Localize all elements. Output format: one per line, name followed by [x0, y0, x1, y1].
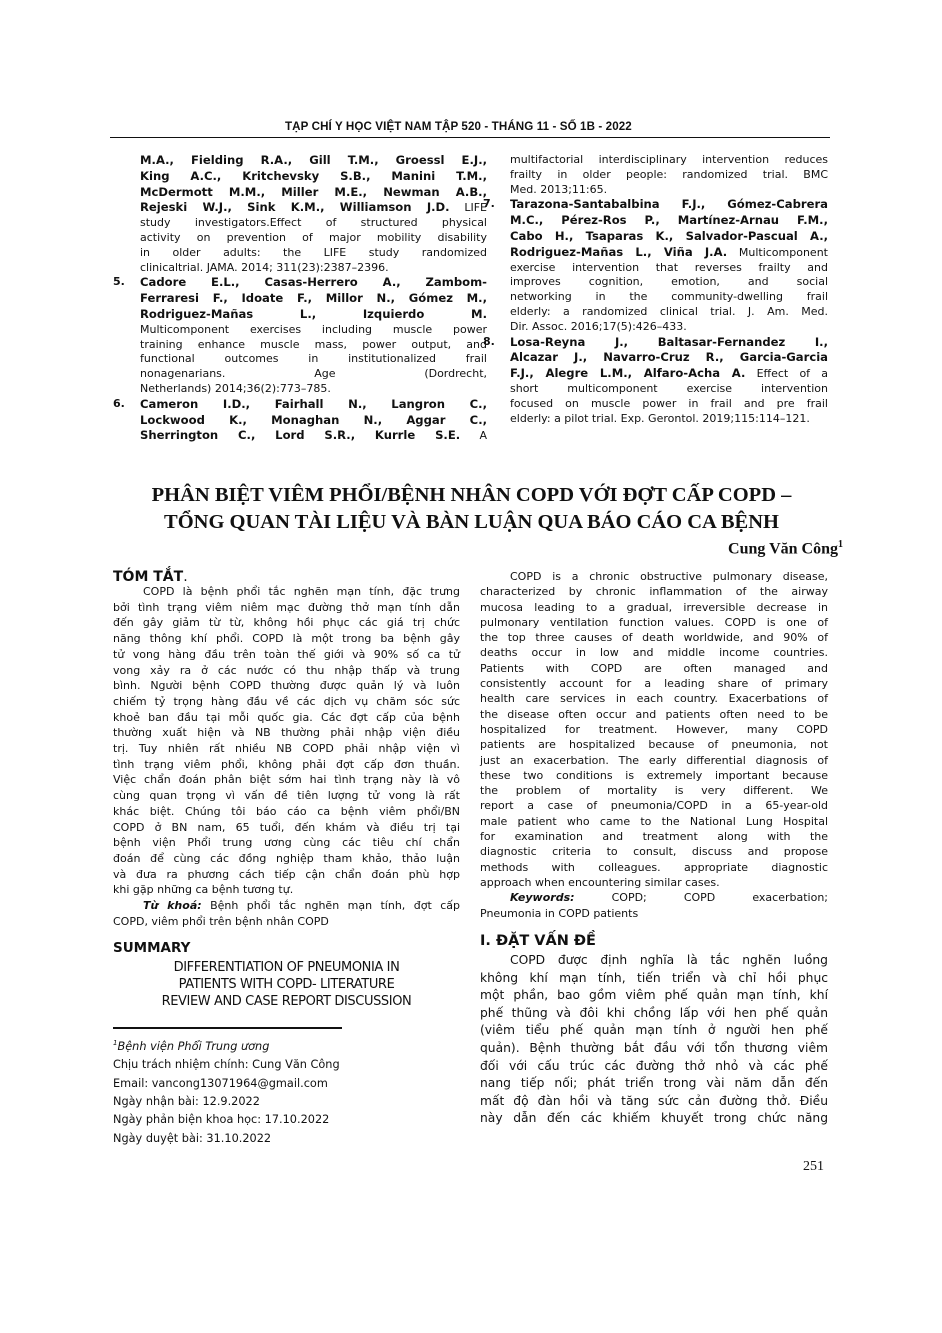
author-list: King A.C., Kritchevsky S.B., Manini T.M., [140, 168, 487, 183]
text-line: clinicaltrial. JAMA. 2014; 311(23):2387–2396. [140, 260, 389, 274]
text-line: diagnostic criteria to consult, discuss and propose [480, 845, 828, 859]
author-list: Rejeski W.J., Sink K.M., Williamson J.D. [140, 200, 450, 215]
text-line: approach when encountering similar cases. [480, 875, 720, 889]
reference-number: 5. [113, 275, 125, 289]
text-line: characterized by chronic inflammation of the airway [480, 585, 828, 599]
text-line: the top three causes of death worldwide, and 90% of [480, 631, 828, 645]
text-line: Netherlands) 2014;36(2):773–785. [140, 381, 331, 395]
author-list: Cabo H., Tsaparas K., Salvador-Pascual A., [510, 228, 828, 243]
paragraph [480, 569, 828, 890]
author-affiliation-mark: 1 [838, 539, 843, 550]
summary-title-line: DIFFERENTIATION OF PNEUMONIA IN [173, 960, 400, 975]
text-line [140, 169, 487, 185]
text-line: nang tiếp nối; phát triển trong vài năm dẫn đến [480, 1076, 828, 1091]
text-line: bình. Người bệnh COPD thường được quản lý và luôn [113, 679, 460, 693]
summary-title [113, 959, 460, 1010]
affiliation-text: Bệnh viện Phổi Trung ương [117, 1039, 270, 1053]
text-line [140, 291, 487, 307]
text-line: patients are hospitalized because of pneumonia, not [480, 738, 828, 752]
abstract-en [480, 569, 828, 921]
text-line: multifactorial interdisciplinary intervention reduces [510, 153, 828, 166]
author-list: Alcazar J., Navarro-Cruz R., Garcia-Garcia [510, 350, 828, 365]
abstract-vi [113, 584, 460, 929]
reference-item [510, 153, 828, 197]
paragraph [113, 584, 460, 898]
text-line [510, 197, 828, 213]
text-line: F.J., Alegre L.M., Alfaro-Acha A. Effect of a [510, 366, 828, 381]
reference-number: 7. [483, 197, 495, 211]
text-line: trị. Tuy nhiên rất nhiều NB COPD phải nhập viện vì [113, 742, 460, 756]
text-line: tử vong hàng đầu trên toàn thế giới và 90% số ca tử [113, 647, 460, 661]
text-line [140, 275, 487, 291]
text-line [510, 213, 828, 229]
text-line: frailty in older people: randomized trial. BMC [510, 167, 828, 181]
text-line: Med. 2013;11:65. [510, 182, 608, 196]
paragraph [113, 898, 460, 929]
text-line: đến gây giảm từ từ, không hồi phục các giá trị chức [113, 616, 460, 630]
heading-dot: . [183, 569, 188, 585]
text-line: elderly: a randomized clinical trial. J. Am. Med. [510, 304, 828, 318]
text-line: the problem of mortality is very different. We [480, 784, 828, 798]
text-line [510, 350, 828, 366]
text-line [510, 229, 828, 245]
text-line: Multicomponent exercises including muscle power [140, 322, 487, 336]
title-line: TỔNG QUAN TÀI LIỆU VÀ BÀN LUẬN QUA BÁO CÁO CA BỆNH [164, 511, 779, 533]
text-line: Việc chẩn đoán phân biệt sớm hai tình trạng này là vô [113, 773, 460, 787]
author-list: Cadore E.L., Casas-Herrero A., Zambom- [140, 275, 487, 290]
author-list: Sherrington C., Lord S.R., Kurrle S.E. [140, 428, 461, 443]
reference-item [113, 396, 487, 444]
text-line: một phần, bao gồm viêm phế quản mạn tính, khí [480, 988, 828, 1003]
section-heading: I. ĐẶT VẤN ĐỀ [480, 933, 596, 949]
text-line: Pneumonia in COPD patients [480, 906, 639, 920]
title-line: PHÂN BIỆT VIÊM PHỔI/BỆNH NHÂN COPD VỚI ĐỢT CẤP COPD – [151, 484, 792, 506]
text-line: Dir. Assoc. 2016;17(5):426–433. [510, 319, 687, 333]
author-list: Tarazona-Santabalbina F.J., Gómez-Cabrera [510, 197, 828, 212]
text-line: đối với cấu trúc các đường thở nhỏ và các phế [480, 1058, 828, 1073]
reference-item [140, 153, 487, 275]
text-line: COPD is a chronic obstructive pulmonary disease, [510, 570, 828, 583]
text-line: bệnh viện Phổi trung ương cùng các tiêu chí chẩn [113, 836, 460, 850]
footnote-email[interactable]: Email: vancong13071964@gmail.com [113, 1076, 328, 1090]
text-line: focused on muscle power in frail and pre frail [510, 396, 828, 410]
text-line: methods with colleagues. appropriate diagnostic [480, 860, 828, 874]
author-list: Lockwood K., Monaghan N., Aggar C., [140, 412, 487, 427]
text-line: improves cognition, emotion, and social [510, 275, 828, 289]
text-line: hospitalized for treatment. However, many COPD [480, 722, 828, 736]
text-line: (viêm tiểu phế quản mạn tính ở người hen phế [480, 1023, 828, 1038]
text-line: đoán để cùng các đồng nghiệp tham khảo, thảo luận [113, 851, 460, 865]
text-line: report a case of pneumonia/COPD in a 65-year-old [480, 799, 828, 813]
text-line: vong xảy ra ở các nước có thu nhập thấp và trung [113, 663, 460, 677]
summary-heading: SUMMARY [113, 940, 191, 956]
references-right-column [483, 153, 828, 426]
abstract-vi-heading-text: TÓM TẮT [113, 569, 184, 585]
text-line: Rejeski W.J., Sink K.M., Williamson J.D. LIFE [140, 200, 487, 215]
references-left-column [113, 153, 487, 444]
text-line: training enhance muscle mass, power output, and [140, 337, 487, 351]
text-line: quản). Bệnh thường bắt đầu với tổn thương viêm [480, 1040, 828, 1055]
text-line: Sherrington C., Lord S.R., Kurrle S.E. A [140, 428, 487, 443]
affiliation-mark: 1 [113, 1039, 118, 1047]
text-line: tình trạng viêm phổi, không phải đợt cấp đơn thuần. [113, 757, 460, 771]
footnote-corresponding: Chịu trách nhiệm chính: Cung Văn Công [113, 1058, 340, 1072]
text-line: Keywords: COPD; COPD exacerbation; [510, 891, 828, 905]
text-line: pulmonary ventilation function values. COPD is one of [480, 615, 828, 629]
author-list: Cameron I.D., Fairhall N., Langron C., [140, 396, 487, 411]
reference-item [113, 275, 487, 396]
footnote-reviewed: Ngày phản biện khoa học: 17.10.2022 [113, 1113, 330, 1127]
author-list: M.A., Fielding R.A., Gill T.M., Groessl E.J., [140, 153, 487, 167]
text-line: cùng quan trọng vì vấn đề tiên lượng tử vong là rất [113, 789, 460, 803]
text-line: health care services in each country. Exacerbations of [480, 692, 828, 706]
author-list: M.C., Pérez-Ros P., Martínez-Arnau F.M., [510, 213, 828, 228]
text-line [140, 307, 487, 323]
text-line: activity on prevention of major mobility disability [140, 230, 487, 244]
text-line: the disease often occur and patients often need to be [480, 707, 828, 721]
author [728, 539, 843, 558]
text-line: mucosa leading to a gradual, irreversible decrease in [480, 600, 828, 614]
text-line: male patient who came to the National Lung Hospital [480, 814, 828, 828]
author-name: Cung Văn Công [728, 540, 838, 558]
page-number: 251 [803, 1159, 824, 1174]
text-line: năng thông khí phổi. COPD là một trong ba bệnh gây [113, 632, 460, 646]
text-line: khoẻ ban đầu tại mỗi quốc gia. Các đợt cấp của bệnh [113, 710, 460, 724]
reference-item [483, 197, 828, 334]
text-line: này dẫn đến các khiếm khuyết trong chức năng [480, 1111, 828, 1126]
author-list: F.J., Alegre L.M., Alfaro-Acha A. [510, 366, 746, 381]
author-list: Ferraresi F., Idoate F., Millor N., Gómez M., [140, 291, 487, 306]
keywords-label: Keywords: [510, 891, 575, 905]
text-line: nonagenarians. Age (Dordrecht, [140, 367, 487, 381]
text-line: these two conditions is extremely important because [480, 768, 828, 782]
text-line: và đưa ra phương cách tiếp cận chẩn đoán phù hợp [113, 867, 460, 881]
footnote-rule [113, 1027, 342, 1029]
text-line: exercise intervention that reverses frailty and [510, 260, 828, 274]
text-line: khi gặp những ca bệnh tương tự. [113, 883, 294, 897]
text-line: phế thũng và đôi khi chồng lấp với hen phế quản [480, 1005, 828, 1020]
paragraph [480, 952, 828, 1128]
text-line [140, 153, 487, 169]
text-line: deaths occur in low and middle income countries. [480, 646, 828, 660]
abstract-vi-heading [113, 569, 188, 585]
text-line: không khí mạn tính, tiến triển và chỉ hồi phục [480, 970, 828, 985]
text-line: chiếm tỷ trọng hàng đầu về các dịch vụ chăm sóc sức [113, 694, 460, 708]
footnote-accepted: Ngày duyệt bài: 31.10.2022 [113, 1131, 272, 1145]
text-line: functional outcomes in institutionalized frail [140, 352, 487, 366]
reference-number: 6. [113, 396, 125, 410]
section-body [480, 952, 828, 1128]
text-line [140, 397, 487, 413]
text-line: networking in the community-dwelling frail [510, 290, 828, 304]
text-line: Từ khoá: Bệnh phổi tắc nghẽn mạn tính, đợt cấp [143, 899, 460, 913]
footnote-received: Ngày nhận bài: 12.9.2022 [113, 1094, 260, 1108]
text-line [140, 185, 487, 201]
text-line: in older adults: the LIFE study randomized [140, 245, 487, 259]
author-list: Rodriguez-Mañas L., Viña J.A. [510, 244, 728, 259]
reference-number: 8. [483, 334, 495, 348]
reference-item [483, 334, 828, 427]
paragraph [480, 890, 828, 921]
text-line: COPD ở BN nam, 65 tuổi, đến khám và điều trị tại [113, 820, 460, 834]
text-line: for examination and treatment along with the [480, 830, 828, 844]
text-line: study investigators.Effect of structured physical [140, 216, 487, 230]
author-list: McDermott M.M., Miller M.E., Newman A.B., [140, 184, 487, 199]
author-list: Losa-Reyna J., Baltasar-Fernandez I., [510, 334, 828, 349]
text-line: short multicomponent exercise intervention [510, 381, 828, 395]
text-line: Patients with COPD are often managed and [480, 661, 828, 675]
text-line: just an exacerbation. The early differential diagnosis of [480, 753, 828, 767]
text-line [510, 335, 828, 351]
text-line: mất độ đàn hồi và tăng sức cản đường thở. Điều [480, 1093, 828, 1108]
text-line: Rodriguez-Mañas L., Viña J.A. Multicomponent [510, 244, 828, 259]
text-line: COPD được định nghĩa là tắc nghẽn luồng [510, 953, 828, 967]
text-line: khác biệt. Chúng tôi báo cáo ca bệnh viêm phổi/BN [113, 804, 460, 818]
footnotes [113, 1034, 340, 1148]
summary-title-line: PATIENTS WITH COPD- LITERATURE [178, 977, 395, 992]
journal-header: TẠP CHÍ Y HỌC VIỆT NAM TẬP 520 - THÁNG 11 - SỐ 1B - 2022 [285, 120, 632, 133]
text-line: COPD là bệnh phổi tắc nghẽn mạn tính, đặc trưng [143, 585, 460, 598]
author-list: Rodriguez-Mañas L., Izquierdo M. [140, 306, 487, 321]
text-line: consistently account for a leading share of primary [480, 677, 828, 691]
footnote-affiliation [113, 1034, 340, 1056]
text-line [140, 413, 487, 429]
text-line: thường xuất hiện và NB thường phải nhập viện điều [113, 726, 460, 740]
text-line: bởi tình trạng viêm niêm mạc đường thở mạn tính dẫn [113, 600, 460, 614]
article-title [113, 482, 830, 536]
text-line: COPD, viêm phổi trên bệnh nhân COPD [113, 914, 329, 928]
summary-title-line: REVIEW AND CASE REPORT DISCUSSION [161, 994, 412, 1009]
text-line: elderly: a pilot trial. Exp. Gerontol. 2019;115:114–121. [510, 411, 810, 425]
header-rule [110, 137, 830, 138]
keywords-label: Từ khoá: [143, 899, 202, 913]
